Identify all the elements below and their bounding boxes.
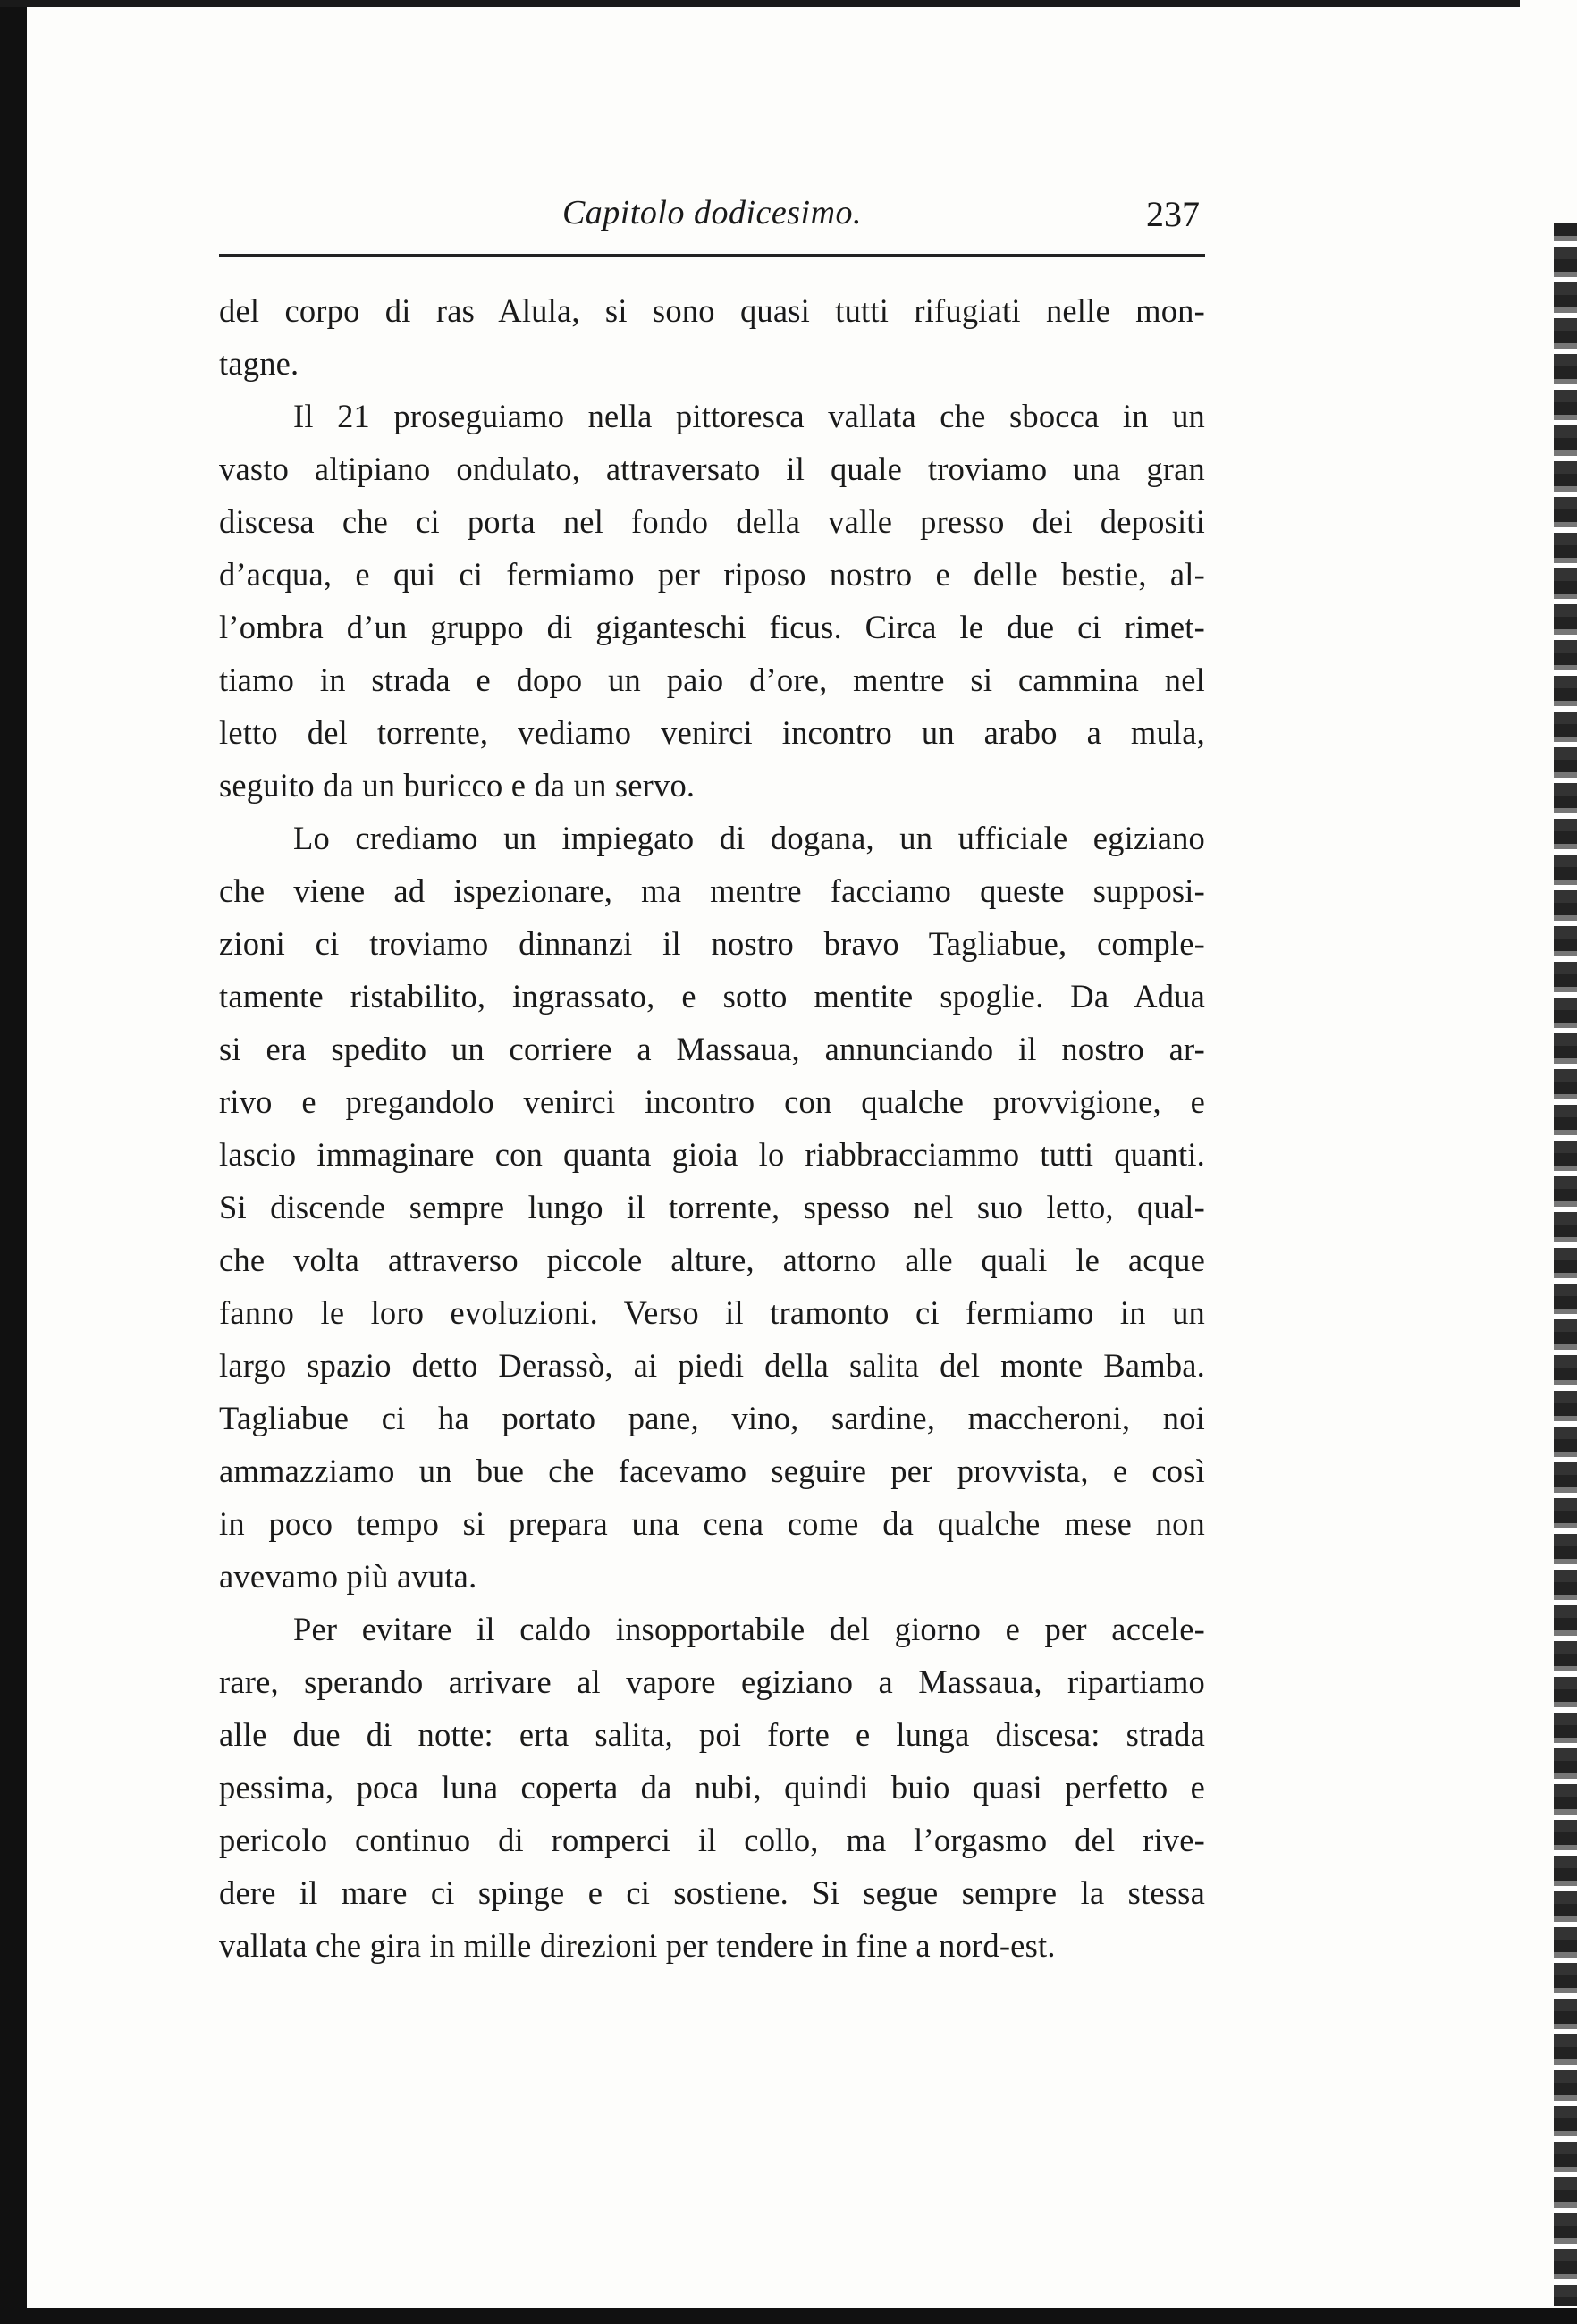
text-line: lascio immaginare con quanta gioia lo riabbracciammo tutti quanti. (219, 1136, 1205, 1173)
text-line: vasto altipiano ondulato, attraversato il quale troviamo una gran (219, 450, 1205, 487)
text-line: Il 21 proseguiamo nella pittoresca vallata che sbocca in un (293, 398, 1205, 434)
text-line: pericolo continuo di romperci il collo, ma l’orgasmo del rive- (219, 1822, 1205, 1858)
text-line: dere il mare ci spinge e ci sostiene. Si segue sempre la stessa (219, 1874, 1205, 1911)
scan-artifact-right (1554, 223, 1577, 2306)
text-line: letto del torrente, vediamo venirci incontro un arabo a mula, (219, 714, 1205, 751)
paragraph (219, 390, 1205, 812)
page-header (219, 188, 1205, 241)
text-line: tagne. (219, 345, 299, 382)
text-line: avevamo più avuta. (219, 1558, 477, 1595)
text-line: zioni ci troviamo dinnanzi il nostro bravo Tagliabue, comple- (219, 925, 1205, 962)
text-line: che volta attraverso piccole alture, attorno alle quali le acque (219, 1242, 1205, 1278)
header-rule (219, 254, 1205, 257)
scan-border-top (0, 0, 1520, 7)
paragraph (219, 284, 1205, 390)
text-line: Si discende sempre lungo il torrente, spesso nel suo letto, qual- (219, 1189, 1205, 1225)
text-line: vallata che gira in mille direzioni per tendere in fine a nord-est. (219, 1927, 1056, 1964)
text-line: del corpo di ras Alula, si sono quasi tutti rifugiati nelle mon- (219, 292, 1205, 329)
scan-border-left (0, 0, 27, 2324)
text-line: ammazziamo un bue che facevamo seguire per provvista, e così (219, 1452, 1205, 1489)
paragraph (219, 812, 1205, 1603)
text-line: alle due di notte: erta salita, poi forte e lunga discesa: strada (219, 1716, 1205, 1753)
text-line: discesa che ci porta nel fondo della valle presso dei depositi (219, 503, 1205, 540)
paragraph (219, 1603, 1205, 1972)
text-line: rare, sperando arrivare al vapore egiziano a Massaua, ripartiamo (219, 1663, 1205, 1700)
text-line: fanno le loro evoluzioni. Verso il tramonto ci fermiamo in un (219, 1294, 1205, 1331)
text-line: largo spazio detto Derassò, ai piedi della salita del monte Bamba. (219, 1347, 1205, 1384)
text-line: rivo e pregandolo venirci incontro con qualche provvigione, e (219, 1083, 1205, 1120)
text-line: d’acqua, e qui ci fermiamo per riposo nostro e delle bestie, al- (219, 556, 1205, 593)
text-line: Per evitare il caldo insopportabile del giorno e per accele- (293, 1611, 1205, 1647)
text-line: si era spedito un corriere a Massaua, annunciando il nostro ar- (219, 1031, 1205, 1067)
running-title: Capitolo dodicesimo. (561, 194, 863, 232)
page-number: 237 (1146, 194, 1200, 234)
scan-border-bottom (0, 2308, 1577, 2324)
text-line: seguito da un buricco e da un servo. (219, 767, 696, 804)
text-line: tiamo in strada e dopo un paio d’ore, mentre si cammina nel (219, 661, 1205, 698)
text-line: in poco tempo si prepara una cena come da qualche mese non (219, 1505, 1205, 1542)
text-line: pessima, poca luna coperta da nubi, quindi buio quasi perfetto e (219, 1769, 1205, 1806)
text-line: l’ombra d’un gruppo di giganteschi ficus. Circa le due ci rimet- (219, 609, 1205, 645)
body-text (219, 284, 1205, 1972)
text-line: tamente ristabilito, ingrassato, e sotto mentite spoglie. Da Adua (219, 978, 1205, 1015)
text-line: che viene ad ispezionare, ma mentre facciamo queste supposi- (219, 872, 1205, 909)
text-line: Tagliabue ci ha portato pane, vino, sardine, maccheroni, noi (219, 1400, 1205, 1436)
text-line: Lo crediamo un impiegato di dogana, un ufficiale egiziano (293, 820, 1205, 856)
